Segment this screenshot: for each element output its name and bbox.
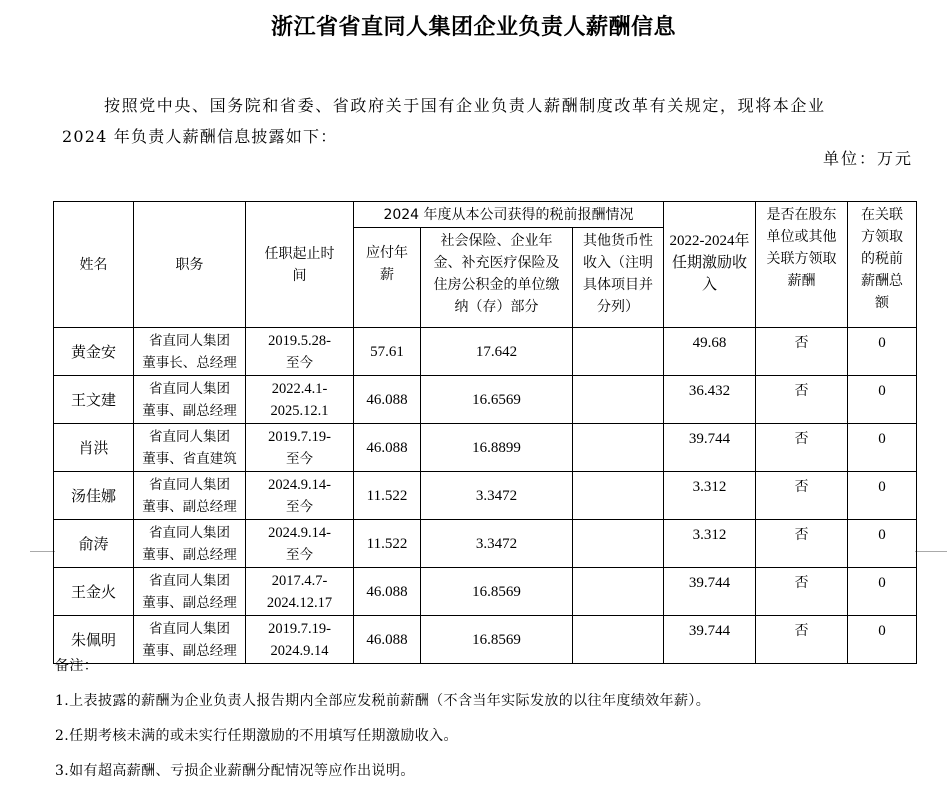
header-related-total: 在关联方领取的税前薪酬总额 (848, 202, 917, 328)
cell-related-total: 0 (848, 520, 917, 568)
cell-other-income (573, 520, 664, 568)
cell-tenure: 2017.4.7- 2024.12.17 (246, 568, 354, 616)
cell-position: 省直同人集团 董事、副总经理 (134, 568, 246, 616)
cell-annual-salary: 46.088 (354, 616, 421, 664)
table-row (54, 520, 917, 568)
notes-section (55, 656, 710, 796)
cell-related-total: 0 (848, 328, 917, 376)
cell-shareholder-pay: 否 (756, 328, 848, 376)
cell-other-income (573, 376, 664, 424)
page-break-marker-left (30, 551, 55, 552)
cell-tenure: 2022.4.1- 2025.12.1 (246, 376, 354, 424)
cell-annual-salary: 11.522 (354, 472, 421, 520)
cell-shareholder-pay: 否 (756, 424, 848, 472)
cell-shareholder-pay: 否 (756, 568, 848, 616)
cell-tenure: 2019.7.19- 2024.9.14 (246, 616, 354, 664)
header-annual-salary: 应付年薪 (354, 228, 421, 328)
header-shareholder-pay: 是否在股东单位或其他关联方领取薪酬 (756, 202, 848, 328)
cell-social-insurance: 16.8569 (421, 616, 573, 664)
cell-tenure: 2024.9.14- 至今 (246, 472, 354, 520)
cell-position: 省直同人集团 董事、副总经理 (134, 616, 246, 664)
cell-other-income (573, 424, 664, 472)
note-item: 2.任期考核未满的或未实行任期激励的不用填写任期激励收入。 (55, 728, 458, 744)
cell-name: 朱佩明 (54, 616, 134, 664)
header-name: 姓名 (54, 202, 134, 328)
header-position: 职务 (134, 202, 246, 328)
cell-position: 省直同人集团 董事、副总经理 (134, 376, 246, 424)
cell-social-insurance: 3.3472 (421, 472, 573, 520)
cell-related-total: 0 (848, 616, 917, 664)
cell-annual-salary: 57.61 (354, 328, 421, 376)
cell-social-insurance: 3.3472 (421, 520, 573, 568)
cell-annual-salary: 46.088 (354, 424, 421, 472)
cell-position: 省直同人集团 董事、副总经理 (134, 520, 246, 568)
cell-related-total: 0 (848, 376, 917, 424)
intro-paragraph (62, 90, 917, 152)
cell-shareholder-pay: 否 (756, 472, 848, 520)
cell-annual-salary: 11.522 (354, 520, 421, 568)
cell-incentive: 3.312 (664, 472, 756, 520)
cell-other-income (573, 568, 664, 616)
cell-incentive: 36.432 (664, 376, 756, 424)
cell-incentive: 39.744 (664, 568, 756, 616)
header-tenure: 任职起止时间 (246, 202, 354, 328)
table-row (54, 328, 917, 376)
cell-other-income (573, 472, 664, 520)
table-row (54, 568, 917, 616)
header-group-2024: 2024 年度从本公司获得的税前报酬情况 (354, 202, 664, 228)
unit-label: 单位：万元 (822, 149, 913, 168)
cell-name: 王金火 (54, 568, 134, 616)
header-other-income: 其他货币性收入（注明具体项目并分列） (573, 228, 664, 328)
cell-name: 俞涛 (54, 520, 134, 568)
cell-name: 王文建 (54, 376, 134, 424)
intro-line-1: 按照党中央、国务院和省委、省政府关于国有企业负责人薪酬制度改革有关规定，现将本企业 (104, 96, 826, 115)
cell-incentive: 39.744 (664, 616, 756, 664)
cell-related-total: 0 (848, 424, 917, 472)
intro-line-2: 2024 年负责人薪酬信息披露如下： (62, 127, 338, 146)
cell-annual-salary: 46.088 (354, 376, 421, 424)
cell-related-total: 0 (848, 568, 917, 616)
cell-shareholder-pay: 否 (756, 616, 848, 664)
cell-position: 省直同人集团 董事、省直建筑 (134, 424, 246, 472)
note-item: 3.如有超高薪酬、亏损企业薪酬分配情况等应作出说明。 (55, 763, 415, 779)
table-row (54, 376, 917, 424)
table-row (54, 424, 917, 472)
cell-incentive: 49.68 (664, 328, 756, 376)
cell-incentive: 39.744 (664, 424, 756, 472)
page-break-marker-right (915, 551, 947, 552)
note-item: 1.上表披露的薪酬为企业负责人报告期内全部应发税前薪酬（不含当年实际发放的以往年度绩效年薪）。 (55, 693, 711, 709)
cell-position: 省直同人集团 董事、副总经理 (134, 472, 246, 520)
page-title: 浙江省省直同人集团企业负责人薪酬信息 (270, 15, 676, 40)
cell-tenure: 2019.5.28- 至今 (246, 328, 354, 376)
cell-shareholder-pay: 否 (756, 376, 848, 424)
header-social-insurance: 社会保险、企业年金、补充医疗保险及住房公积金的单位缴纳（存）部分 (421, 228, 573, 328)
cell-annual-salary: 46.088 (354, 568, 421, 616)
salary-table (53, 201, 917, 664)
cell-tenure: 2019.7.19- 至今 (246, 424, 354, 472)
table-row (54, 472, 917, 520)
cell-name: 肖洪 (54, 424, 134, 472)
cell-incentive: 3.312 (664, 520, 756, 568)
cell-name: 汤佳娜 (54, 472, 134, 520)
notes-heading: 备注： (55, 658, 99, 674)
cell-other-income (573, 328, 664, 376)
cell-related-total: 0 (848, 472, 917, 520)
cell-social-insurance: 17.642 (421, 328, 573, 376)
cell-social-insurance: 16.8569 (421, 568, 573, 616)
cell-shareholder-pay: 否 (756, 520, 848, 568)
cell-position: 省直同人集团 董事长、总经理 (134, 328, 246, 376)
cell-social-insurance: 16.6569 (421, 376, 573, 424)
cell-social-insurance: 16.8899 (421, 424, 573, 472)
cell-tenure: 2024.9.14- 至今 (246, 520, 354, 568)
cell-name: 黄金安 (54, 328, 134, 376)
header-incentive: 2022-2024年任期激励收入 (664, 202, 756, 328)
